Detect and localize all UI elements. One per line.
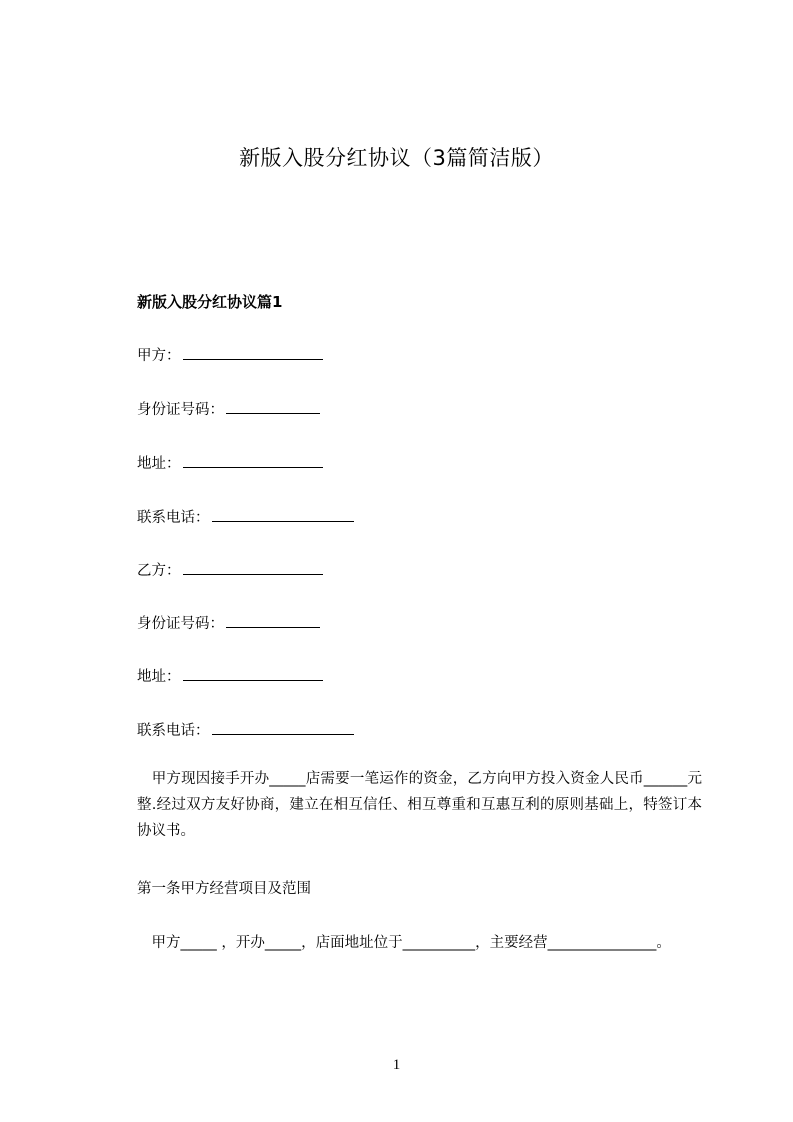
intro-paragraph: 甲方现因接手开办_____店需要一笔运作的资金，乙方向甲方投入资金人民币______元整.经过双方友好协商，建立在相互信任、相互尊重和互惠互利的原则基础上，特签订本协议书。 [137,771,702,839]
party-a-id-field [137,399,320,420]
party-a-address-blank [183,453,323,468]
party-a-phone-label: 联系电话： [137,510,210,526]
document-title: 新版入股分红协议（3篇简洁版） [239,146,554,170]
party-b-blank [183,560,323,575]
article-1-heading: 第一条甲方经营项目及范围 [137,881,311,897]
party-b-address-field [137,666,323,687]
section-heading: 新版入股分红协议篇1 [137,293,283,311]
party-b-id-blank [226,613,320,628]
party-a-label: 甲方： [137,348,181,364]
party-a-phone-blank [212,507,354,522]
party-a-address-field [137,453,323,474]
party-a-address-label: 地址： [137,456,181,472]
party-b-phone-label: 联系电话： [137,723,210,739]
party-a-id-blank [226,399,320,414]
party-b-address-label: 地址： [137,669,181,685]
article-1-text: 甲方_____ ，开办_____，店面地址位于__________，主要经营_______________。 [137,935,671,951]
party-b-label: 乙方： [137,563,181,579]
party-a-id-label: 身份证号码： [137,402,224,418]
party-b-field [137,560,323,581]
party-b-id-field [137,613,320,634]
party-a-phone-field [137,507,354,528]
party-a-field [137,345,323,366]
party-b-id-label: 身份证号码： [137,616,224,632]
page-number: 1 [392,1057,401,1073]
party-b-phone-field [137,720,354,741]
party-b-address-blank [183,666,323,681]
party-a-blank [183,345,323,360]
party-b-phone-blank [212,720,354,735]
